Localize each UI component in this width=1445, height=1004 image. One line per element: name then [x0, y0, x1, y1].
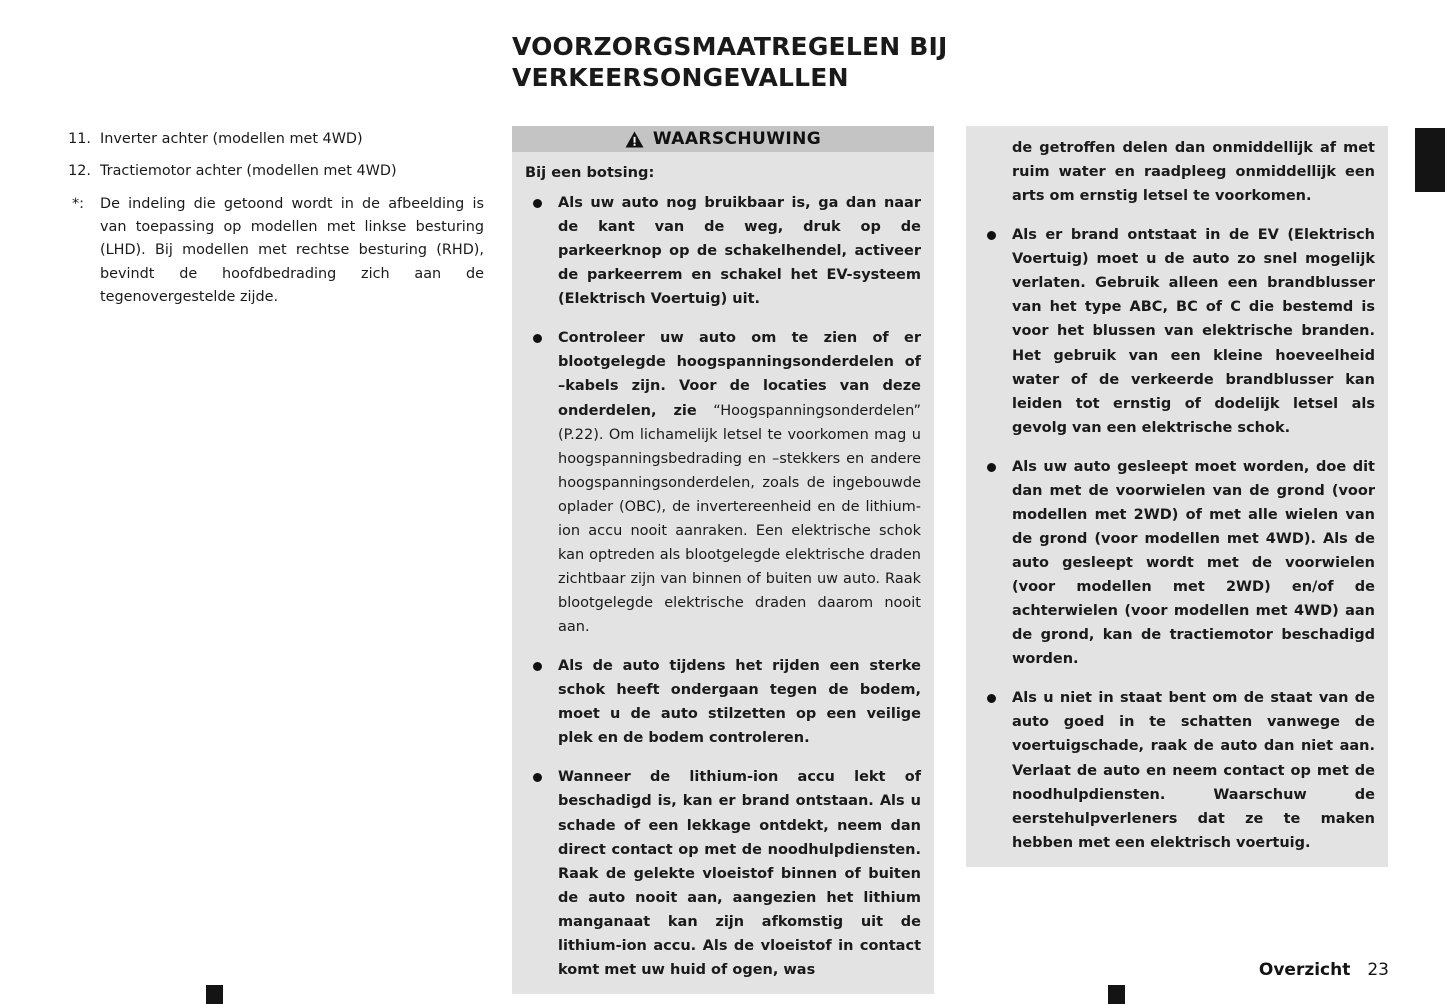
- warning-box-continued: [966, 126, 1388, 867]
- warning-box-header: [512, 126, 934, 152]
- footer-page-number: 23: [1367, 960, 1389, 980]
- list-item-footnote: [56, 193, 484, 310]
- list-item: [525, 765, 921, 982]
- warning-box-continued-body: [966, 126, 1388, 867]
- list-item-text: Tractiemotor achter (modellen met 4WD): [100, 163, 397, 180]
- footnote-marker: *:: [71, 195, 85, 212]
- list-item: [56, 128, 484, 151]
- warning-heading-label: WAARSCHUWING: [652, 129, 822, 149]
- warning-bullet-list: [525, 191, 921, 982]
- list-item: [979, 223, 1375, 440]
- bullet-dot-icon: [987, 694, 996, 703]
- bullet-text-bold: Als u niet in staat bent om de staat van de auto goed in te schatten vanwege de voertuigschade, raak de auto dan niet aan. Verlaat de auto en neem contact op met de noodhulpdiensten. Waarschuw de eerstehulpverleners dat ze te maken hebben met een elektrisch voertuig.: [1012, 690, 1375, 851]
- bullet-text-bold: Controleer uw auto om te zien of er blootgelegde hoogspanningsonderdelen of –kabels zijn. Voor de locaties van deze onderdelen, zie: [558, 330, 921, 419]
- list-item: [525, 191, 921, 311]
- bullet-dot-icon: [533, 773, 542, 782]
- list-item: [979, 686, 1375, 854]
- warning-box-continued-column: [966, 126, 1388, 867]
- footnote-text: De indeling die getoond wordt in de afbeelding is van toepassing op modellen met linkse besturing (LHD). Bij modellen met rechtse besturing (RHD), bevindt de hoofdbedrading zich aan de tegenovergestelde zijde.: [100, 195, 484, 305]
- bullet-text-bold: Als uw auto gesleept moet worden, doe dit dan met de voorwielen van de grond (voor modellen met 2WD) of met alle wielen van de grond (voor modellen met 4WD). Als de auto gesleept wordt met de voorwielen (voor modellen met 2WD) en/of de achterwielen (voor modellen met 4WD) aan de grond, kan de tractiemotor beschadigd worden.: [1012, 458, 1375, 668]
- warning-lead-text: Bij een botsing:: [525, 164, 655, 181]
- list-item: [525, 326, 921, 639]
- bullet-dot-icon: [987, 463, 996, 472]
- bullet-dot-icon: [987, 231, 996, 240]
- bullet-dot-icon: [533, 334, 542, 343]
- footer-section-label: Overzicht: [1258, 960, 1351, 980]
- list-item-marker: 11.: [68, 131, 91, 147]
- warning-box-body: [512, 152, 934, 994]
- bullet-dot-icon: [533, 662, 542, 671]
- bullet-text-bold: Als de auto tijdens het rijden een sterke schok heeft ondergaan tegen de bodem, moet u de auto stilzetten op een veilige plek en de bodem controleren.: [558, 658, 921, 747]
- warning-box: [512, 126, 934, 994]
- list-item-text: Inverter achter (modellen met 4WD): [100, 131, 363, 147]
- bullet-dot-icon: [533, 199, 542, 208]
- section-edge-tab: [1415, 128, 1445, 192]
- page-footer: [1259, 960, 1389, 980]
- warning-bullet-list-continued: [979, 223, 1375, 855]
- page-title: VOORZORGSMAATREGELEN BIJ VERKEERSONGEVALLEN: [512, 32, 948, 92]
- list-item: [525, 654, 921, 750]
- warning-triangle-icon: [625, 131, 644, 148]
- bullet-text-bold: Als uw auto nog bruikbaar is, ga dan naar de kant van de weg, druk op de parkeerknop op de schakelhendel, activeer de parkeerrem en schakel het EV-systeem (Elektrisch Voertuig) uit.: [558, 195, 921, 308]
- list-item: [979, 455, 1375, 672]
- bullet-text-bold: Wanneer de lithium-ion accu lekt of beschadigd is, kan er brand ontstaan. Als u schade of een lekkage ontdekt, neem dan direct contact op met de noodhulpdiensten. Raak de gelekte vloeistof binnen of buiten de auto nooit aan, aangezien het lithium manganaat kan zijn afkomstig uit de lithium-ion accu. Als de vloeistof in contact komt met uw huid of ogen, was: [558, 769, 921, 978]
- list-item: [56, 160, 484, 183]
- crop-mark-left: [206, 985, 223, 1004]
- crop-mark-right: [1108, 985, 1125, 1004]
- continuation-paragraph: de getroffen delen dan onmiddellijk af met ruim water en raadpleeg onmiddellijk een arts om ernstig letsel te voorkomen.: [1012, 140, 1375, 205]
- warning-box-column: [512, 126, 934, 994]
- left-column: [56, 128, 484, 318]
- list-item-marker: 12.: [68, 163, 91, 180]
- bullet-text-regular: “Hoogspanningsonderdelen” (P.22). Om lichamelijk letsel te voorkomen mag u hoogspanningsbedrading en –stekkers en andere hoogspanningsonderdelen, zoals de ingebouwde oplader (OBC), de invertereenheid en de lithium-ion accu nooit aanraken. Een elektrische schok kan optreden als blootgelegde elektrische draden zichtbaar zijn van binnen of buiten uw auto. Raak blootgelegde elektrische draden daarom nooit aan.: [558, 402, 922, 636]
- bullet-text-bold: Als er brand ontstaat in de EV (Elektrisch Voertuig) moet u de auto zo snel mogelijk verlaten. Gebruik alleen een brandblusser van het type ABC, BC of C die bestemd is voor het blussen van elektrische branden. Het gebruik van een kleine hoeveelheid water of de verkeerde brandblusser kan leiden tot ernstig of dodelijk letsel als gevolg van een elektrische schok.: [1012, 227, 1375, 436]
